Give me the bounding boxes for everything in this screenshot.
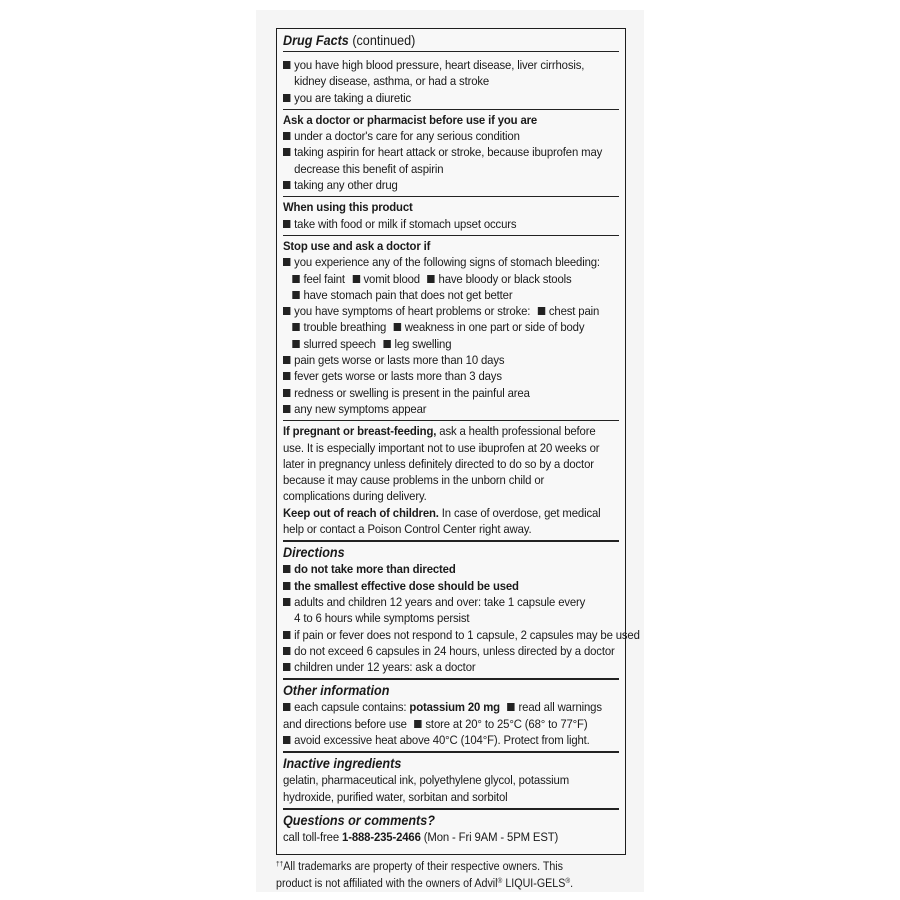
other-information-section	[283, 678, 619, 751]
bullet-icon	[394, 323, 401, 331]
list-item-sub: slurred speech leg swelling	[283, 336, 595, 352]
list-item: any new symptoms appear	[283, 401, 595, 417]
bullet-icon	[292, 340, 299, 348]
bullet-icon	[283, 389, 290, 397]
list-item: taking aspirin for heart attack or stroke, because ibuprofen may	[283, 144, 595, 160]
list-item: under a doctor's care for any serious condition	[283, 128, 595, 144]
list-item: avoid excessive heat above 40°C (104°F). Protect from light.	[283, 732, 595, 748]
drug-facts-box	[276, 28, 640, 855]
section-heading: Ask a doctor or pharmacist before use if you are	[283, 112, 538, 127]
list-item: do not exceed 6 capsules in 24 hours, unless directed by a doctor	[283, 643, 595, 659]
bullet-icon	[283, 94, 290, 102]
section-heading: Stop use and ask a doctor if	[283, 238, 431, 253]
bullet-icon	[283, 356, 290, 364]
section-title: Directions	[283, 544, 345, 561]
bullet-icon	[283, 598, 290, 606]
section-title: Questions or comments?	[283, 811, 435, 828]
bullet-icon	[427, 275, 434, 283]
paragraph-line: Keep out of reach of children. In case of overdose, get medical	[283, 505, 601, 520]
when-using-section	[283, 196, 619, 235]
continued-label: (continued)	[352, 32, 416, 48]
contact-line: call toll-free 1-888-235-2466 (Mon - Fri 9AM - 5PM EST)	[283, 829, 559, 844]
questions-section	[283, 808, 619, 848]
bullet-icon	[283, 582, 290, 590]
drug-facts-title: Drug Facts	[283, 32, 349, 48]
list-item: take with food or milk if stomach upset occurs	[283, 216, 595, 232]
warnings-continued-section	[283, 51, 619, 109]
bullet-icon	[283, 181, 290, 189]
bullet-icon	[283, 736, 290, 744]
list-item-continued: decrease this benefit of aspirin	[294, 161, 444, 176]
paragraph-line: If pregnant or breast-feeding, ask a health professional before	[283, 424, 596, 439]
stop-use-section	[283, 235, 619, 420]
bullet-icon	[283, 61, 290, 69]
list-item: each capsule contains: potassium 20 mg read all warnings	[283, 699, 595, 715]
list-item-sub: have stomach pain that does not get better	[283, 287, 595, 303]
bullet-icon	[283, 220, 290, 228]
list-item: taking any other drug	[283, 177, 595, 193]
bullet-icon	[383, 340, 390, 348]
paragraph-line: hydroxide, purified water, sorbitan and sorbitol	[283, 789, 508, 804]
bullet-icon	[414, 720, 421, 728]
bullet-icon	[283, 148, 290, 156]
list-item: adults and children 12 years and over: take 1 capsule every	[283, 594, 595, 610]
bullet-icon	[283, 647, 290, 655]
section-heading: When using this product	[283, 200, 413, 215]
bullet-icon	[283, 565, 290, 573]
bullet-icon	[283, 631, 290, 639]
list-item: you have symptoms of heart problems or stroke: chest pain	[283, 303, 595, 319]
bullet-icon	[292, 291, 299, 299]
bullet-icon	[283, 258, 290, 266]
list-item: you are taking a diuretic	[283, 90, 595, 106]
bullet-icon	[283, 372, 290, 380]
drug-facts-header	[283, 29, 619, 51]
list-item-continued: kidney disease, asthma, or had a stroke	[294, 74, 490, 89]
trademark-footnote	[276, 858, 611, 891]
section-title: Other information	[283, 682, 390, 699]
paragraph-line: because it may cause problems in the unborn child or	[283, 473, 545, 488]
bullet-icon	[283, 405, 290, 413]
list-item: you experience any of the following signs of stomach bleeding:	[283, 254, 595, 270]
paragraph-line: gelatin, pharmaceutical ink, polyethylene glycol, potassium	[283, 773, 570, 788]
section-title: Inactive ingredients	[283, 755, 402, 772]
list-item-continued: and directions before use store at 20° to 25°C (68° to 77°F)	[283, 716, 588, 731]
list-item-sub: trouble breathing weakness in one part or side of body	[283, 319, 595, 335]
list-item-sub: feel faint vomit blood have bloody or black stools	[283, 271, 595, 287]
bullet-icon	[352, 275, 359, 283]
bullet-icon	[292, 275, 299, 283]
bullet-icon	[283, 663, 290, 671]
phone-number: 1-888-235-2466	[342, 829, 421, 844]
ask-doctor-section	[283, 109, 619, 196]
paragraph-line: help or contact a Poison Control Center right away.	[283, 522, 532, 537]
list-item: the smallest effective dose should be used	[283, 578, 595, 594]
footnote-line: product is not affiliated with the owners of Advil® LIQUI-GELS®.	[276, 877, 574, 890]
paragraph-line: use. It is especially important not to use ibuprofen at 20 weeks or	[283, 440, 600, 455]
bullet-icon	[283, 132, 290, 140]
paragraph-line: complications during delivery.	[283, 489, 427, 504]
footnote-line: ††All trademarks are property of their respective owners. This	[276, 861, 564, 873]
list-item: you have high blood pressure, heart disease, liver cirrhosis,	[283, 57, 595, 73]
list-item: pain gets worse or lasts more than 10 days	[283, 352, 595, 368]
list-item: fever gets worse or lasts more than 3 days	[283, 368, 595, 384]
bullet-icon	[538, 307, 545, 315]
paragraph-line: later in pregnancy unless definitely directed to do so by a doctor	[283, 456, 594, 471]
bullet-icon	[292, 323, 299, 331]
pregnancy-section	[283, 420, 619, 540]
list-item: children under 12 years: ask a doctor	[283, 659, 595, 675]
bullet-icon	[283, 307, 290, 315]
bullet-icon	[507, 703, 514, 711]
list-item: if pain or fever does not respond to 1 capsule, 2 capsules may be used	[283, 627, 595, 643]
inactive-ingredients-section	[283, 751, 619, 808]
list-item-continued: 4 to 6 hours while symptoms persist	[294, 611, 470, 626]
directions-section	[283, 540, 640, 678]
list-item: do not take more than directed	[283, 561, 595, 577]
list-item: redness or swelling is present in the painful area	[283, 385, 595, 401]
bullet-icon	[283, 703, 290, 711]
